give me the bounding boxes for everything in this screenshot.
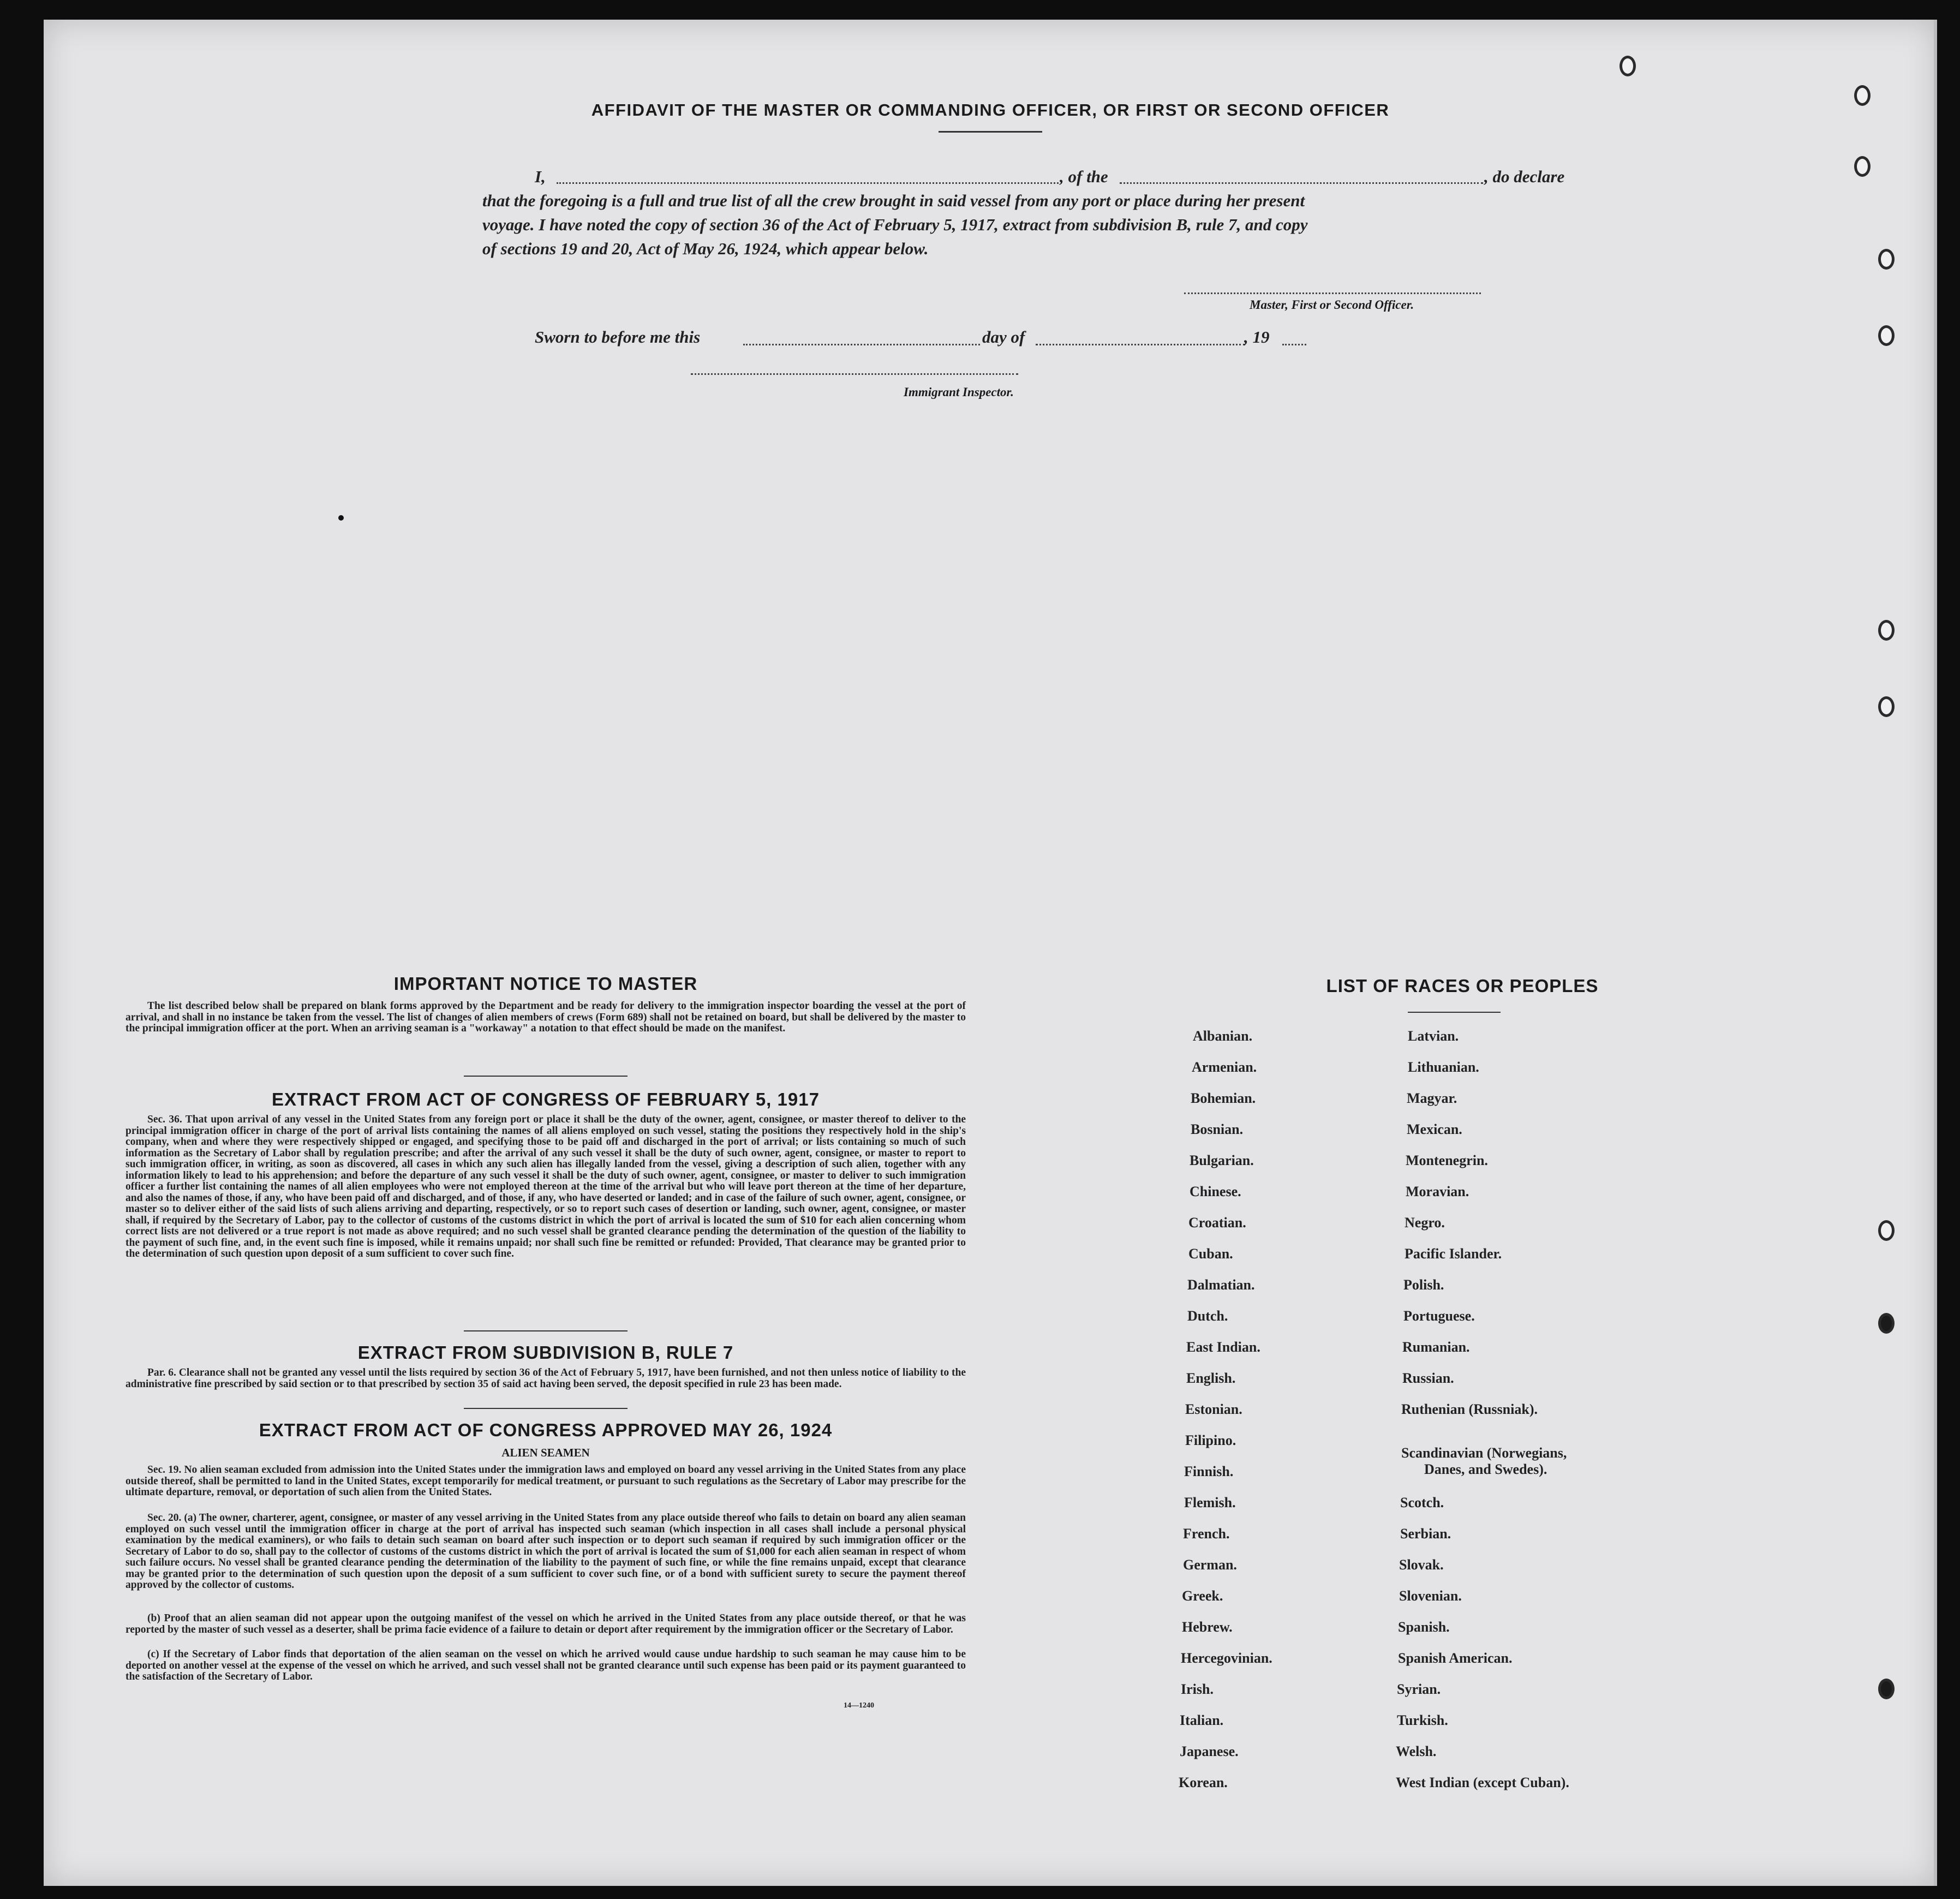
race-right: Negro. [1405, 1215, 1445, 1231]
divider [464, 1408, 628, 1409]
affidavit-of-the: , of the [1060, 167, 1108, 186]
divider [464, 1076, 628, 1077]
sworn-month-blank [1036, 344, 1245, 345]
race-right: Syrian. [1397, 1681, 1441, 1697]
affidavit-line-3: voyage. I have noted the copy of section 36 of the Act of February 5, 1917, extract from subdivision B, rule 7, and copy [482, 215, 1308, 234]
race-left: Dutch. [1187, 1308, 1228, 1324]
race-left: Hercegovinian. [1181, 1650, 1272, 1666]
affidavit-line-i: I, [535, 167, 546, 186]
race-left: Finnish. [1184, 1464, 1234, 1479]
sheet-edge [44, 20, 1937, 1886]
vessel-blank [1120, 182, 1483, 184]
ink-speck [338, 515, 344, 521]
race-right: Lithuanian. [1408, 1059, 1479, 1075]
race-right: Spanish American. [1398, 1650, 1513, 1666]
race-left: Dalmatian. [1187, 1277, 1255, 1293]
binder-hole-icon [1878, 620, 1895, 641]
master-signature-line [1184, 292, 1481, 294]
race-right: Moravian. [1406, 1184, 1469, 1199]
sworn-year: , 19 [1244, 327, 1270, 347]
sworn-day-of: day of [982, 327, 1025, 347]
race-right: Pacific Islander. [1405, 1246, 1502, 1262]
affidavit-line-2: that the foregoing is a full and true list of all the crew brought in said vessel from any port or place during her present [482, 191, 1305, 210]
race-left: Albanian. [1193, 1028, 1253, 1044]
affidavit-line-4: of sections 19 and 20, Act of May 26, 1924, which appear below. [482, 239, 929, 258]
sworn-prefix: Sworn to before me this [535, 327, 701, 347]
race-right: Scandinavian (Norwegians, [1401, 1445, 1567, 1461]
divider [464, 1330, 628, 1331]
affidavit-title: AFFIDAVIT OF THE MASTER OR COMMANDING OFFICER, OR FIRST OR SECOND OFFICER [591, 100, 1390, 120]
race-right: Slovak. [1399, 1557, 1444, 1573]
race-left: East Indian. [1186, 1339, 1260, 1355]
race-left: German. [1183, 1557, 1237, 1573]
inspector-label: Immigrant Inspector. [904, 385, 1014, 399]
sec20c-body: (c) If the Secretary of Labor finds that deportation of the alien seaman on the vessel on which he arrived would cause undue hardship to such seaman he may cause him to be deported on another vessel at the expense of the vessel on which he arrived, and such vessel shall not be granted clearance until such expense has been paid or its payment guaranteed to the satisfaction of the Secretary of Labor. [126, 1649, 966, 1682]
race-right: Spanish. [1398, 1619, 1450, 1635]
race-left: Flemish. [1184, 1495, 1236, 1510]
race-right: Slovenian. [1399, 1588, 1462, 1604]
name-blank [557, 182, 1059, 184]
race-right-continuation: Danes, and Swedes). [1424, 1461, 1547, 1477]
race-right: Ruthenian (Russniak). [1401, 1401, 1538, 1417]
race-left: Japanese. [1180, 1743, 1239, 1759]
title-underline [939, 131, 1042, 133]
race-left: Cuban. [1188, 1246, 1233, 1262]
race-left: Armenian. [1192, 1059, 1257, 1075]
race-left: Bohemian. [1191, 1090, 1256, 1106]
race-left: Italian. [1180, 1712, 1224, 1728]
binder-hole-icon [1878, 1313, 1895, 1334]
races-title: LIST OF RACES OR PEOPLES [1326, 976, 1599, 996]
extract-1917-body: Sec. 36. That upon arrival of any vessel in the United States from any foreign port or place it shall be the duty of the owner, agent, consignee, or master thereof to deliver to the principal immigration officer in charge of the port of arrival lists containing the names of all aliens employed on such vessel, stating the positions they respectively hold in the ship's company, when and where they were respectively shipped or engaged, and specifying those to be paid off and discharged in the port of arrival; or lists containing so much of such information as the Secretary of Labor shall by regulation prescribe; and after the arrival of any such vessel it shall be the duty of such owner, agent, consignee, or master to report to such immigration officer, in writing, as soon as discovered, all cases in which any such alien has illegally landed from the vessel, giving a description of such alien, together with any information likely to lead to his apprehension; and before the departure of any such vessel it shall be the duty of such owner, agent, consignee, or master to deliver to such immigration officer a further list containing the names of all alien employees who were not employed thereon at the time of the arrival but who will leave port thereon at the time of her departure, and also the names of those, if any, who have been paid off and discharged, and of those, if any, who have deserted or landed; and in case of the failure of such owner, agent, consignee, or master so to deliver either of the said lists of such aliens arriving and departing, respectively, or so to report such cases of desertion or landing, such owner, agent, consignee, or master shall, if required by the Secretary of Labor, pay to the collector of customs of the customs district in which the port of arrival is located the sum of $10 for each alien concerning whom correct lists are not delivered or a true report is not made as above required; and no such vessel shall be granted clearance pending the determination of the question of the liability to the payment of such fine, and, in the event such fine is imposed, while it remains unpaid; nor shall such fine be remitted or refunded: Provided, That clearance may be granted prior to the determination of such question upon deposit of a sum sufficient to cover such fine. [126, 1114, 966, 1259]
binder-hole-icon [1878, 1220, 1895, 1241]
race-left: Estonian. [1185, 1401, 1242, 1417]
race-right: Magyar. [1407, 1090, 1457, 1106]
extract-1917-title: EXTRACT FROM ACT OF CONGRESS OF FEBRUARY 5, 1917 [272, 1089, 820, 1109]
race-right: Russian. [1402, 1370, 1454, 1386]
race-right: Latvian. [1408, 1028, 1459, 1044]
race-left: Bosnian. [1191, 1121, 1244, 1137]
master-signature-label: Master, First or Second Officer. [1250, 298, 1414, 312]
race-right: Rumanian. [1402, 1339, 1470, 1355]
binder-hole-icon [1878, 1679, 1895, 1699]
race-right: Portuguese. [1403, 1308, 1475, 1324]
race-right: West Indian (except Cuban). [1396, 1775, 1569, 1790]
race-left: English. [1186, 1370, 1236, 1386]
sec20b-body: (b) Proof that an alien seaman did not appear upon the outgoing manifest of the vessel on which he arrived in the United States from any place outside thereof, or that he was reported by the master of such vessel as a deserter, shall be prima facie evidence of a failure to detain or deport after requirement by the immigration officer or the Secretary of Labor. [126, 1613, 966, 1635]
race-right: Mexican. [1407, 1121, 1462, 1137]
race-left: Filipino. [1185, 1432, 1236, 1448]
inspector-signature-line [691, 373, 1018, 375]
rule7-title: EXTRACT FROM SUBDIVISION B, RULE 7 [357, 1342, 734, 1363]
race-right: Serbian. [1400, 1526, 1451, 1542]
notice-title: IMPORTANT NOTICE TO MASTER [393, 974, 698, 994]
race-left: Bulgarian. [1190, 1152, 1254, 1168]
rule7-body: Par. 6. Clearance shall not be granted any vessel until the lists required by section 36 of the Act of February 5, 1917, have been furnished, and not then unless notice of liability to the administrative fine prescribed by said section or to that prescribed by section 35 of said act having been served, the deposit specified in rule 23 has been made. [126, 1367, 966, 1390]
binder-hole-icon [1620, 56, 1636, 76]
sworn-year-blank [1282, 344, 1306, 345]
divider [1408, 1012, 1501, 1013]
race-right: Welsh. [1396, 1743, 1437, 1759]
race-left: Greek. [1182, 1588, 1223, 1604]
binder-hole-icon [1878, 249, 1895, 270]
race-left: Croatian. [1188, 1215, 1246, 1231]
race-right: Scotch. [1400, 1495, 1444, 1510]
race-right: Turkish. [1397, 1712, 1448, 1728]
race-left: Korean. [1179, 1775, 1228, 1790]
affidavit-declare: , do declare [1484, 167, 1565, 186]
form-number: 14—1240 [844, 1701, 874, 1710]
binder-hole-icon [1878, 696, 1895, 717]
race-right: Montenegrin. [1406, 1152, 1488, 1168]
document-sheet [44, 20, 1937, 1886]
binder-hole-icon [1878, 325, 1895, 346]
alien-seamen-subtitle: ALIEN SEAMEN [501, 1446, 590, 1459]
sec19-body: Sec. 19. No alien seaman excluded from admission into the United States under the immigration laws and employed on board any vessel arriving in the United States from any place outside thereof, shall be permitted to land in the United States, except temporarily for medical treatment, or pursuant to such regulations as the Secretary of Labor may prescribe for the ultimate departure, removal, or deportation of such alien from the United States. [126, 1464, 966, 1498]
sworn-day-blank [743, 344, 980, 345]
race-right: Polish. [1403, 1277, 1444, 1293]
race-left: Hebrew. [1182, 1619, 1233, 1635]
notice-body: The list described below shall be prepared on blank forms approved by the Department and be ready for delivery to the immigration inspector boarding the vessel at the port of arrival, and shall in no instance be taken from the vessel. The list of changes of alien members of crews (Form 689) shall not be retained on board, but shall be delivered by the master to the principal immigration officer at the port. When an arriving seaman is a "workaway" a notation to that effect should be made on the manifest. [126, 1000, 966, 1034]
extract-1924-title: EXTRACT FROM ACT OF CONGRESS APPROVED MAY 26, 1924 [259, 1420, 833, 1440]
race-left: French. [1183, 1526, 1230, 1542]
race-left: Chinese. [1190, 1184, 1241, 1199]
race-left: Irish. [1181, 1681, 1214, 1697]
binder-hole-icon [1854, 156, 1871, 177]
sec20a-body: Sec. 20. (a) The owner, charterer, agent, consignee, or master of any vessel arriving in the United States from any place outside thereof who fails to detain on board any alien seaman employed on such vessel until the immigration officer in charge at the port of arrival has inspected such seaman (which inspection in all cases shall include a personal physical examination by the medical examiners), or who fails to detain such seaman on board after such inspection or to deport such seaman if required by such immigration officer or the Secretary of Labor to do so, shall pay to the collector of customs of the customs district in which the port of arrival is located the sum of $1,000 for each alien seaman in respect of whom such failure occurs. No vessel shall be granted clearance pending the determination of the liability to the payment of such fine, or while the fine remains unpaid, except that clearance may be granted prior to the determination of such question upon the deposit of a sum sufficient to cover such fine, or of a bond with sufficient surety to secure the payment thereof approved by the collector of customs. [126, 1512, 966, 1591]
